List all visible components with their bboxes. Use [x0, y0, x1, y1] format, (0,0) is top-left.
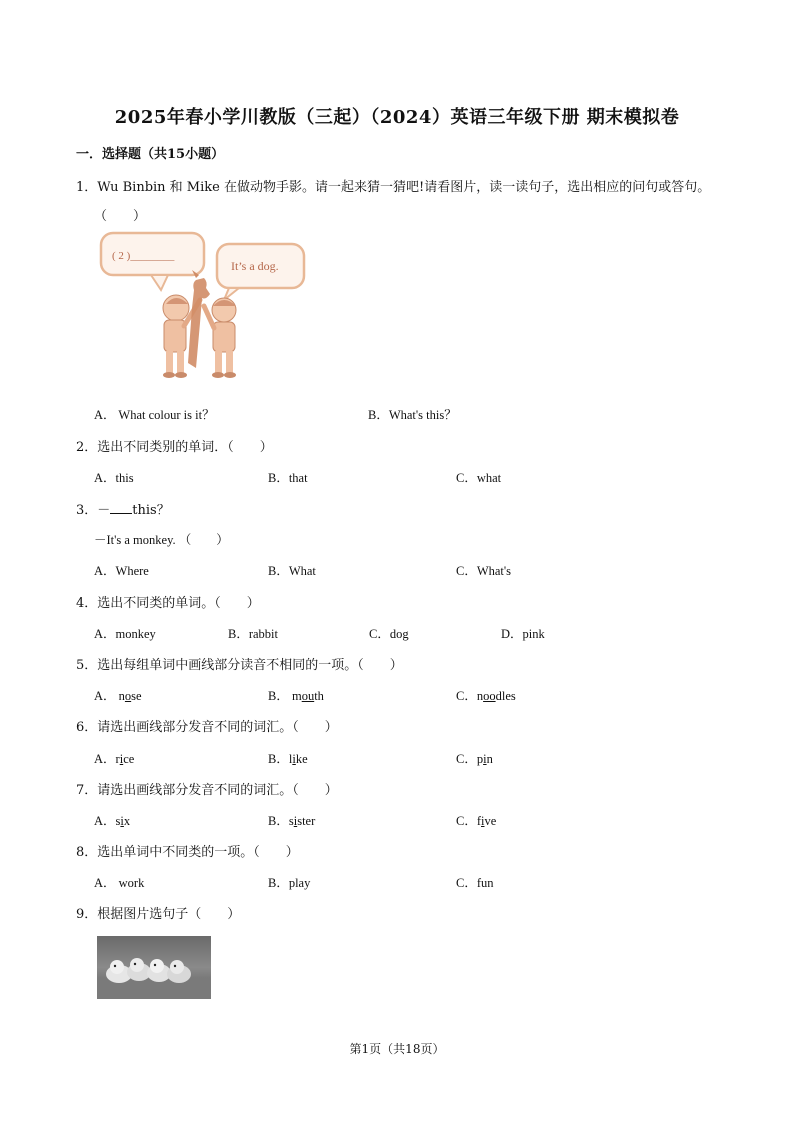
- question-3-blank: [110, 501, 132, 514]
- word-part: ce: [123, 752, 135, 766]
- underlined-part: i: [292, 752, 296, 766]
- question-6-option-a[interactable]: [94, 749, 134, 767]
- option-label: A．: [94, 689, 119, 703]
- question-2-option-a[interactable]: A．this: [94, 471, 134, 485]
- option-label: B．: [268, 752, 289, 766]
- word-part: l: [288, 752, 293, 766]
- question-6-option-c[interactable]: [456, 749, 493, 767]
- option-label: B．: [268, 814, 289, 828]
- question-7-option-b[interactable]: [268, 811, 315, 829]
- section-heading: 一．选择题（共15小题）: [76, 147, 225, 162]
- page-footer: 第1页（共18页）: [349, 1042, 445, 1056]
- word-part: s: [288, 814, 294, 828]
- question-7-option-a[interactable]: [94, 811, 130, 829]
- question-4-option-c[interactable]: C．dog: [369, 627, 409, 641]
- question-3-prefix: 3．－: [76, 503, 111, 518]
- word-part: s: [115, 814, 121, 828]
- question-5-option-a[interactable]: [94, 686, 142, 704]
- word-part: dles: [495, 689, 516, 703]
- word-part: se: [131, 689, 142, 703]
- underlined-part: i: [293, 814, 298, 828]
- word-part: x: [123, 814, 131, 828]
- word-part: n: [486, 752, 493, 766]
- underlined-part: i: [119, 752, 124, 766]
- hand-shadow-illustration: [96, 228, 311, 388]
- question-3-stem: [76, 499, 170, 518]
- question-1-stem: 1．Wu Binbin 和 Mike 在做动物手影。请一起来猜一猜吧!请看图片，读一读句子，选出相应的问句或答句。: [76, 180, 711, 195]
- question-2-stem: 2．选出不同类别的单词．（ ）: [76, 440, 273, 455]
- question-3-option-b[interactable]: B．What: [268, 564, 316, 578]
- underlined-part: i: [481, 814, 485, 828]
- question-3-option-c[interactable]: C．What's: [456, 564, 512, 578]
- question-1-option-b[interactable]: B．What's this？: [368, 408, 457, 422]
- word-part: ve: [484, 814, 497, 828]
- option-label: A．: [94, 752, 116, 766]
- option-label: C．: [456, 752, 477, 766]
- question-1-option-a[interactable]: A． What colour is it？: [94, 408, 215, 422]
- page-title: 2025年春小学川教版（三起）（2024）英语三年级下册 期末模拟卷: [114, 107, 680, 128]
- option-label: C．: [456, 814, 477, 828]
- option-label: A．: [94, 814, 116, 828]
- question-3-answer-line: －It's a monkey. （ ）: [94, 533, 229, 547]
- question-4-stem: 4．选出不同类的单词。（ ）: [76, 596, 260, 611]
- question-9-stem: 9．根据图片选句子（ ）: [76, 907, 241, 922]
- option-label: B．: [268, 689, 292, 703]
- question-8-option-c[interactable]: C．fun: [456, 876, 494, 890]
- option-label: C．: [456, 689, 477, 703]
- word-part: ke: [295, 752, 308, 766]
- question-2-option-b[interactable]: B．that: [268, 471, 308, 485]
- question-7-stem: 7．请选出画线部分发音不同的词汇。（ ）: [76, 783, 338, 798]
- question-7-option-c[interactable]: [456, 811, 496, 829]
- underlined-part: i: [483, 752, 487, 766]
- question-1-paren: （ ）: [94, 209, 147, 224]
- question-4-option-a[interactable]: A．monkey: [94, 627, 156, 641]
- question-8-option-a[interactable]: A． work: [94, 876, 145, 890]
- word-part: p: [476, 752, 484, 766]
- underlined-part: o: [124, 689, 132, 703]
- word-part: n: [118, 689, 125, 703]
- question-4-option-b[interactable]: B．rabbit: [228, 627, 278, 641]
- question-3-option-a[interactable]: A．Where: [94, 564, 149, 578]
- hand-shadow-svg: [96, 228, 311, 388]
- word-part: r: [115, 752, 120, 766]
- puppies-photo: [97, 936, 211, 999]
- underlined-part: oo: [483, 689, 496, 703]
- question-6-stem: 6．请选出画线部分发音不同的词汇。（ ）: [76, 720, 338, 735]
- question-2-option-c[interactable]: C．what: [456, 471, 502, 485]
- question-6-option-b[interactable]: [268, 749, 308, 767]
- question-5-option-b[interactable]: [268, 686, 324, 704]
- underlined-part: i: [120, 814, 124, 828]
- question-5-option-c[interactable]: [456, 686, 516, 704]
- word-part: f: [476, 814, 482, 828]
- word-part: n: [476, 689, 484, 703]
- word-part: ster: [297, 814, 316, 828]
- bubble-right-text: It’s a dog.: [231, 259, 279, 273]
- puppies-photo-svg: [97, 936, 211, 999]
- question-8-stem: 8．选出单词中不同类的一项。（ ）: [76, 845, 299, 860]
- question-5-stem: 5．选出每组单词中画线部分读音不相同的一项。（ ）: [76, 658, 403, 673]
- question-4-option-d[interactable]: D．pink: [501, 627, 545, 641]
- word-part: m: [291, 689, 302, 703]
- underlined-part: ou: [301, 689, 315, 703]
- word-part: th: [314, 689, 324, 703]
- bubble-left-text: ( 2 )________: [112, 250, 175, 262]
- question-3-suffix: this？: [132, 503, 170, 518]
- question-8-option-b[interactable]: B．play: [268, 876, 311, 890]
